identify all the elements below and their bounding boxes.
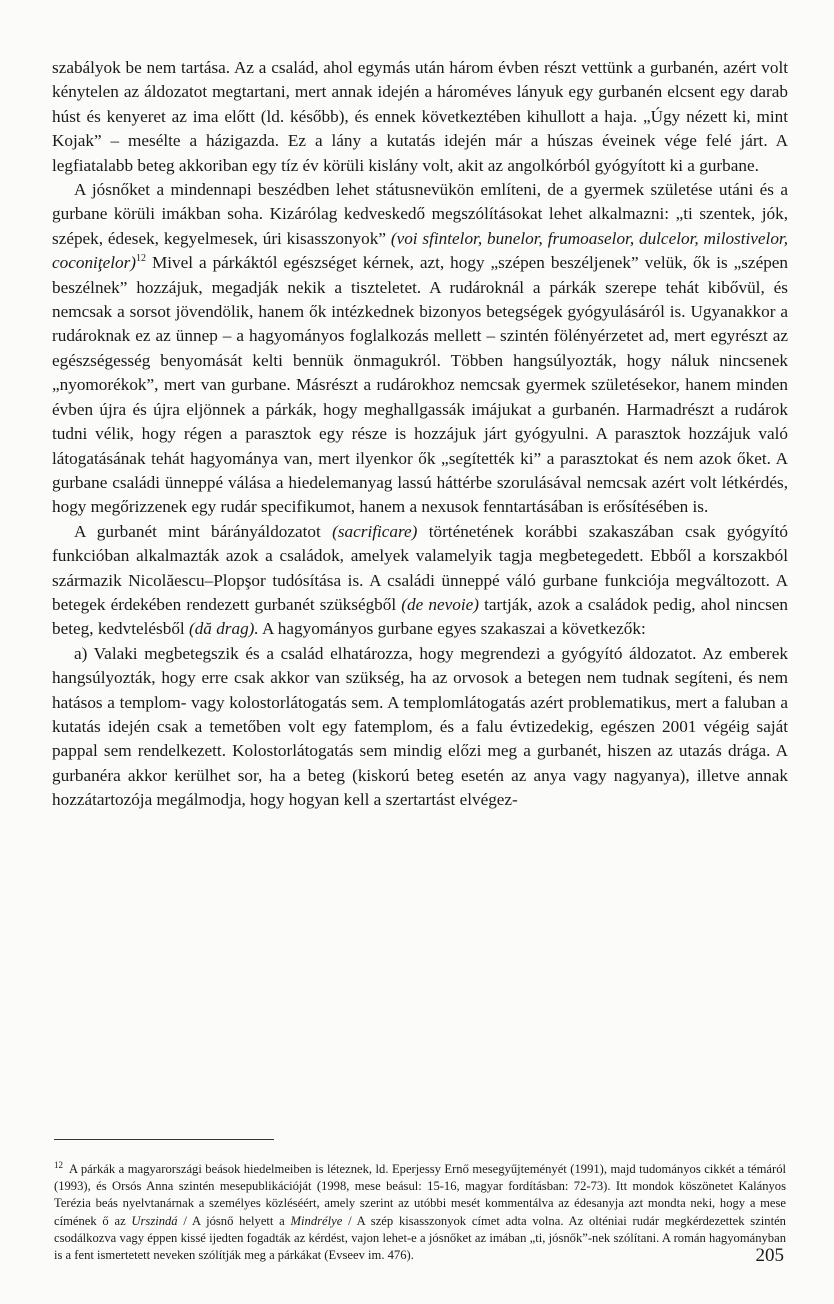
paragraph	[52, 520, 788, 642]
footnote	[54, 1157, 786, 1264]
text-run: A párkák a magyarországi beások hiedelmeiben is léteznek, ld. Eperjessy Ernő mesegyűjteményét (1991), majd tudományos cikkét a témáról (1993), és Orsós Anna szintén mesepublikációját (1998, mese beásul: 15-16, magyar fordításban: 72-73). Itt mondok köszönetet Kalányos Terézia beás nyelvtanárnak a személyes közléséért, amely szerint az utóbbi mesét kommentálva az édesanyja azt mondta neki, hogy a mese címének ő az	[54, 1162, 786, 1228]
italic-term: (sacrificare)	[332, 521, 418, 541]
text-run: A jósnőket a mindennapi beszédben lehet státusnevükön említeni, de a gyermek születése utáni és a gurbane körüli imákban soha. Kizárólag kedveskedő megszólításokat lehet alkalmazni: „ti szentek, jók, szépek, édesek, kegyelmesek, úri kisasszonyok”	[52, 180, 788, 248]
italic-term: (de nevoie)	[401, 594, 479, 614]
paragraph: a) Valaki megbetegszik és a család elhatározza, hogy megrendezi a gyógyító áldozatot. Az emberek hangsúlyozták, hogy erre csak akkor van szükség, ha az orvosok a betegen nem tudnak segíteni, és nem hatásos a templom- vagy kolostorlátogatás sem. A templomlátogatás azért problematikus, mert a faluban a kutatás idején csak a temetőben volt egy fatemplom, és a falu évtizedekig, egészen 2001 végéig saját pappal sem rendelkezett. Kolostorlátogatás sem mindig előzi meg a gurbanét, hiszen az utazás drága. A gurbanéra akkor kerülhet sor, ha a beteg (kiskorú beteg esetén az anya vagy nagyanya), illetve annak hozzátartozója megálmodja, hogy hogyan kell a szertartást elvégez-	[52, 643, 788, 810]
italic-title: Mindrélye	[290, 1213, 343, 1228]
text-run: / A szép kisasszonyok címet adta volna. Az olténiai rudár megkérdezettek szintén csodálkozva vagy éppen kissé ijedten fogadták az kérdést, vajon lehet-e a jósnőket az imában „ti, jósnők”-nek szólítani. A román hagyományban is a fent ismertetett neveken szólítják meg a párkákat (Evseev im. 476).	[54, 1213, 786, 1263]
text-run: történetének korábbi szakaszában csak gyógyító funkcióban alkalmazták azok a családok, amelyek valamelyik tagja megbetegedett. Ebből a korszakból származik Nicolăescu–Plopşor tudósítása is. A családi ünneppé váló gurbane funkciója megváltozott. A betegek érdekében rendezett gurbanét szükségből	[52, 521, 788, 614]
footnote-number: 12	[54, 1160, 63, 1170]
text-run: tartják, azok a családok pedig, ahol nincsen beteg, kedvtelésből	[52, 594, 788, 639]
italic-title: Urszindá	[131, 1213, 178, 1228]
text-run: / A jósnő helyett a	[183, 1213, 285, 1228]
text-run: Mivel a párkáktól egészséget kérnek, azt, hogy „szépen beszéljenek” velük, ők is „szépen beszélnek” hozzájuk, megadják nekik a tiszteletet. A rudároknál a párkák szerepe tehát kibővül, és nemcsak a sorsot jövendölik, hanem ők intézkednek bizonyos betegségek gyógyulásáról is. Ugyanakkor a rudároknak ez az ünnep – a hagyományos foglalkozás mellett – szintén fölényérzetet ad, mert egyrészt az egészségesség benyomását kelti bennük önmagukról. Többen hangsúlyozták, hogy náluk nincsenek „nyomorékok”, mert van gurbane. Másrészt a rudárokhoz nemcsak gyermek születésekor, hanem minden évben újra és újra eljönnek a párkák, hogy meghallgassák imájukat a gurbanén. Harmadrészt a rudárok tudni vélik, hogy régen a parasztok egy része is hozzájuk járt gyógyulni. A parasztok hozzájuk való látogatásának tehát hagyománya van, mert ilyenkor ők „segítették ki” a parasztokat és nem azok őket. A gurbane családi ünneppé válása a hiedelemanyag lassú háttérbe szorulásával nemcsak azért volt létkérdés, hogy megőrizzenek egy rudár specifikumot, hanem a nexusok fenntartásában is erősítésében is.	[52, 253, 789, 517]
text-run: A hagyományos gurbane egyes szakaszai a következők:	[262, 619, 646, 639]
paragraph: szabályok be nem tartása. Az a család, ahol egymás után három évben részt vettünk a gurbanén, azért volt kénytelen az áldozatot megtartani, mert annak idején a hároméves lányuk egy gurbanén elcsent egy darab húst és kenyeret az ima előtt (ld. később), és ennek következtében kihullott a haja. „Úgy nézett ki, mint Kojak” – mesélte a házigazda. Ez a lány a kutatás idején már a húszas éveinek vége felé járt. A legfiatalabb beteg akkoriban egy tíz év körüli kislány volt, akit az angolkórból gyógyított ki a gurbane.	[52, 58, 788, 175]
main-text	[52, 56, 788, 813]
italic-term: (dă drag).	[188, 619, 259, 639]
text-run: A gurbanét mint bárányáldozatot	[74, 521, 321, 541]
footnote-reference: 12	[136, 253, 146, 265]
italic-latin-phrase: (voi sfintelor, bunelor, frumoaselor, dulcelor, milostivelor, coconiţelor)	[52, 228, 789, 273]
paragraph	[52, 178, 788, 520]
footnote-divider	[54, 1139, 274, 1140]
footnotes	[54, 1157, 786, 1264]
page-number: 205	[755, 1245, 784, 1266]
